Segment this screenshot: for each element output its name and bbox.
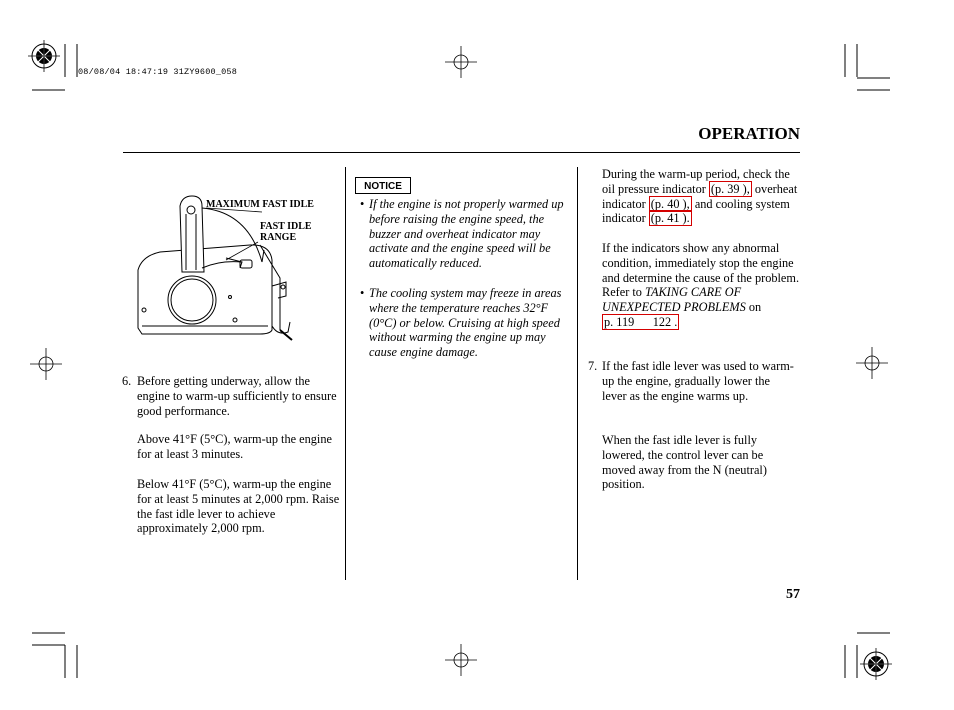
warmup-below-paragraph: Below 41°F (5°C), warm-up the engine for at least 5 minutes at 2,000 rpm. Raise the fast idle lever to achieve approximately 2,000 rpm. bbox=[137, 477, 340, 536]
abnormal-text-b: on bbox=[748, 300, 762, 315]
crosshair-icon bbox=[856, 347, 888, 379]
label-fast-idle-range-1: FAST IDLE bbox=[260, 221, 312, 232]
bullet-2-marker: • bbox=[360, 286, 365, 300]
step-6-text: Before getting underway, allow the engine to warm-up sufficiently to ensure good performance. bbox=[137, 374, 337, 418]
link-unexpected-problems-pages[interactable]: p. 119 122 . bbox=[604, 314, 678, 329]
registration-starburst-icon bbox=[860, 648, 892, 680]
abnormal-condition-paragraph bbox=[602, 241, 802, 330]
notice-badge: NOTICE bbox=[355, 177, 411, 194]
abnormal-text-a: If the indicators show any abnormal condition, immediately stop the engine and determine the cause of the problem. Refer to bbox=[602, 241, 800, 300]
step-7-number: 7. bbox=[588, 359, 598, 373]
indicators-text-c: and cooling system indicator bbox=[602, 196, 790, 226]
step-6-number: 6. bbox=[122, 374, 132, 388]
notice-bullet-2: The cooling system may freeze in areas where the temperature reaches 32°F (0°C) or below. Cruising at high speed without warming the engine up may cause engine damage. bbox=[369, 286, 562, 360]
indicators-text-a: During the warm-up period, check the oil pressure indicator bbox=[602, 167, 790, 196]
header-rule bbox=[123, 152, 800, 153]
link-overheat-page[interactable]: (p. 40 ), bbox=[650, 196, 690, 211]
label-maximum-fast-idle: MAXIMUM FAST IDLE bbox=[206, 199, 314, 210]
registration-starburst-icon bbox=[28, 40, 60, 72]
warmup-indicators-paragraph bbox=[602, 167, 802, 226]
link-cooling-system-page[interactable]: (p. 41 ). bbox=[650, 211, 690, 226]
taking-care-reference: TAKING CARE OF UNEXPECTED PROBLEMS bbox=[602, 285, 746, 315]
crosshair-icon bbox=[30, 348, 62, 380]
page-number: 57 bbox=[786, 587, 800, 602]
crosshair-icon bbox=[445, 46, 477, 78]
lever-lowered-paragraph: When the fast idle lever is fully lowered, the control lever can be moved away from the N (neutral) position. bbox=[602, 433, 767, 492]
crosshair-icon bbox=[445, 644, 477, 676]
indicators-text-b: overheat indicator bbox=[602, 181, 798, 211]
column-divider bbox=[577, 167, 578, 580]
step-7-text: If the fast idle lever was used to warm-up the engine, gradually lower the lever as the engine warms up. bbox=[602, 359, 794, 403]
column-divider bbox=[345, 167, 346, 580]
print-timestamp: 08/08/04 18:47:19 31ZY9600_058 bbox=[78, 67, 238, 77]
warmup-above-paragraph: Above 41°F (5°C), warm-up the engine for at least 3 minutes. bbox=[137, 432, 332, 461]
bullet-1-marker: • bbox=[360, 197, 365, 211]
section-title: OPERATION bbox=[698, 124, 800, 143]
fast-idle-lever-illustration bbox=[130, 190, 335, 360]
label-fast-idle-range-2: RANGE bbox=[260, 232, 297, 243]
link-oil-pressure-page[interactable]: (p. 39 ), bbox=[710, 181, 750, 196]
notice-bullet-1: If the engine is not properly warmed up before raising the engine speed, the buzzer and overheat indicator may activate and the engine speed will be automatically reduced. bbox=[369, 197, 564, 271]
